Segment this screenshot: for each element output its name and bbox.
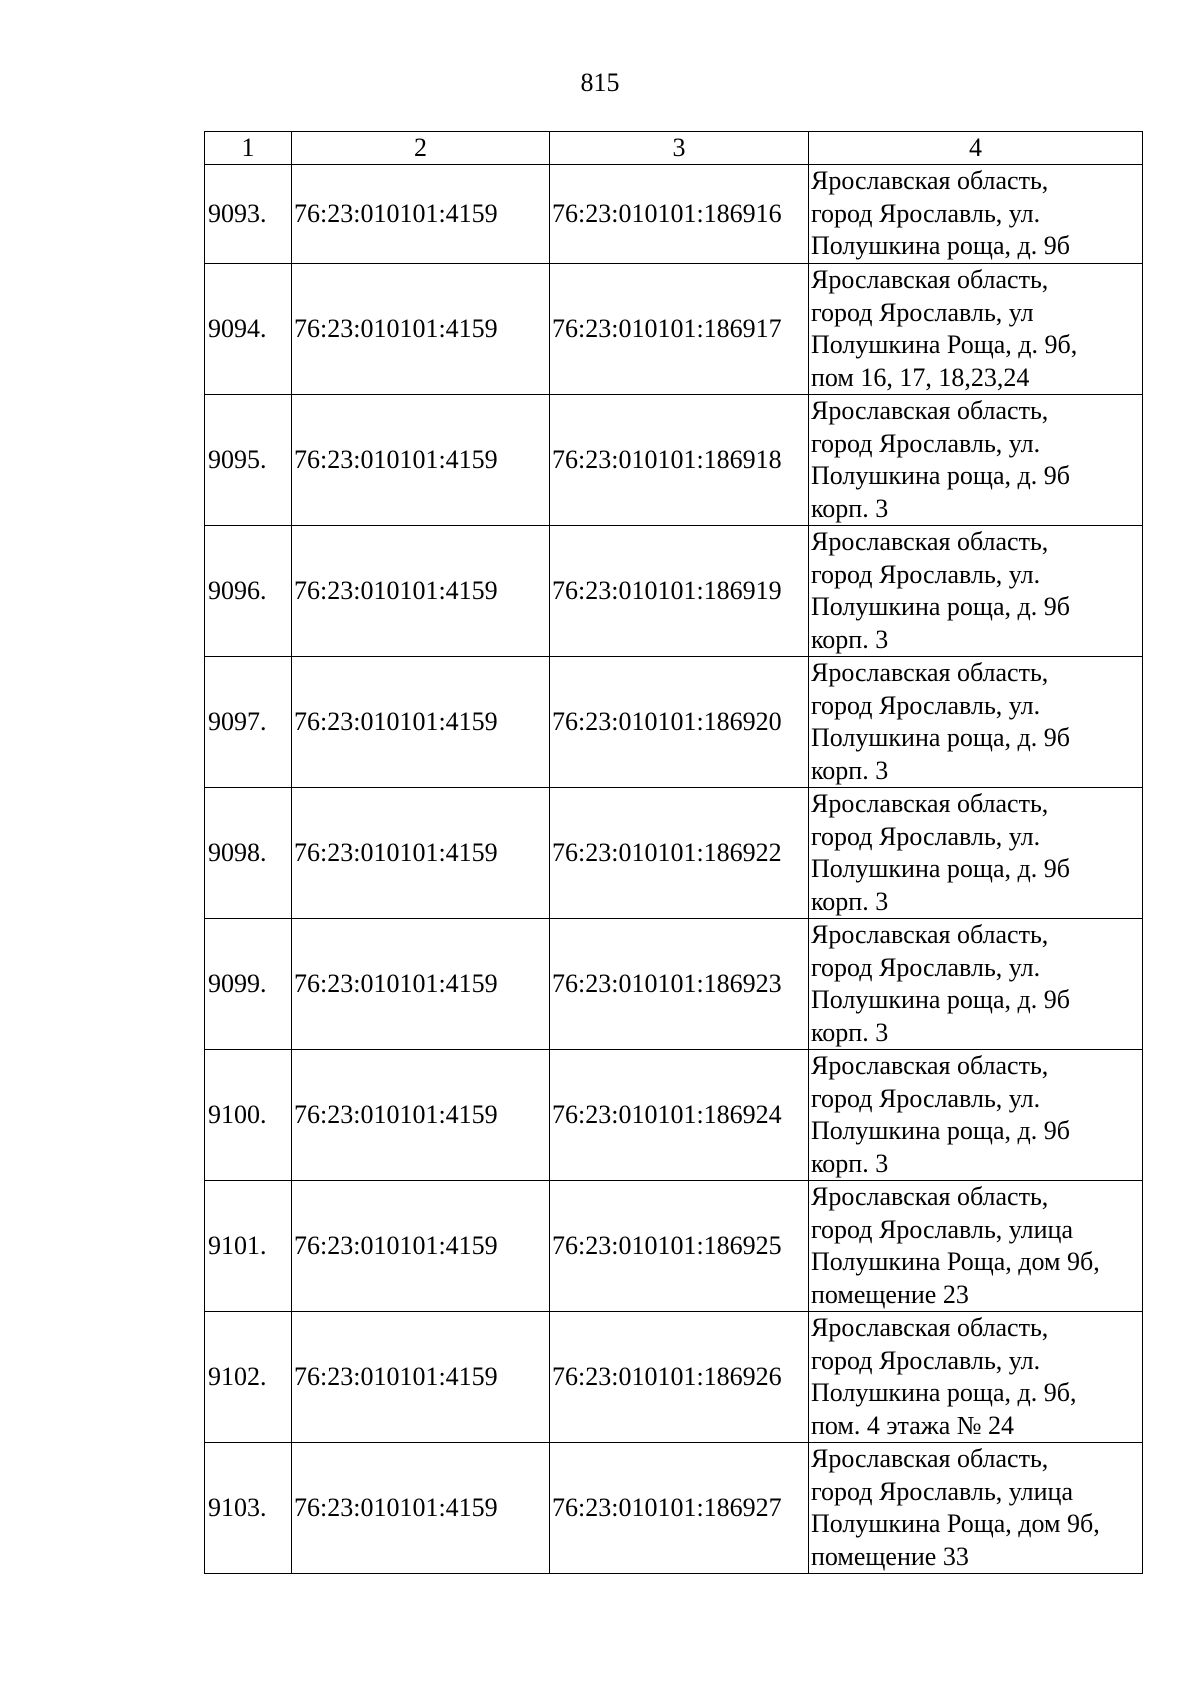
address-line: Ярославская область, bbox=[811, 527, 1049, 556]
address-line: Ярославская область, bbox=[811, 265, 1049, 294]
cell-number: 9100. bbox=[205, 1050, 292, 1181]
address-line: помещение 33 bbox=[811, 1541, 969, 1571]
cell-object-cadastral-number: 76:23:010101:186920 bbox=[550, 657, 809, 788]
cell-address bbox=[809, 657, 1143, 788]
cell-land-cadastral-number: 76:23:010101:4159 bbox=[292, 1312, 550, 1443]
address-line: город Ярославль, ул. bbox=[811, 821, 1041, 851]
address-line: Полушкина роща, д. 9б bbox=[811, 592, 1070, 621]
table-row bbox=[205, 788, 1143, 919]
table-row bbox=[205, 1181, 1143, 1312]
cell-number: 9098. bbox=[205, 788, 292, 919]
cell-number: 9095. bbox=[205, 395, 292, 526]
address-line: Полушкина Роща, дом 9б, bbox=[811, 1247, 1100, 1276]
cell-object-cadastral-number: 76:23:010101:186924 bbox=[550, 1050, 809, 1181]
cell-land-cadastral-number: 76:23:010101:4159 bbox=[292, 395, 550, 526]
address-line: Полушкина роща, д. 9б bbox=[811, 854, 1070, 883]
address-line: корп. 3 bbox=[811, 755, 889, 785]
address-line: Полушкина роща, д. 9б bbox=[811, 723, 1070, 752]
cell-address bbox=[809, 919, 1143, 1050]
table-row bbox=[205, 526, 1143, 657]
cell-address bbox=[809, 165, 1143, 264]
cell-number: 9101. bbox=[205, 1181, 292, 1312]
cell-object-cadastral-number: 76:23:010101:186916 bbox=[550, 165, 809, 264]
address-line: пом 16, 17, 18,23,24 bbox=[811, 362, 1030, 392]
address-line: Ярославская область, bbox=[811, 1444, 1049, 1473]
address-line: город Ярославль, ул bbox=[811, 297, 1034, 327]
address-line: город Ярославль, ул. bbox=[811, 1345, 1041, 1375]
address-line: Ярославская область, bbox=[811, 1051, 1049, 1080]
cell-number: 9103. bbox=[205, 1443, 292, 1574]
address-line: город Ярославль, ул. bbox=[811, 428, 1041, 458]
table-header-row bbox=[205, 132, 1143, 165]
address-line: Ярославская область, bbox=[811, 166, 1049, 196]
address-line: пом. 4 этажа № 24 bbox=[811, 1410, 1015, 1440]
address-line: Ярославская область, bbox=[811, 920, 1049, 949]
address-line: Полушкина роща, д. 9б bbox=[811, 1116, 1070, 1145]
address-line: город Ярославль, ул. bbox=[811, 198, 1041, 228]
cell-land-cadastral-number: 76:23:010101:4159 bbox=[292, 657, 550, 788]
address-line: Полушкина Роща, д. 9б, bbox=[811, 330, 1078, 359]
table-row bbox=[205, 395, 1143, 526]
table-row bbox=[205, 919, 1143, 1050]
address-line: город Ярославль, ул. bbox=[811, 1083, 1041, 1113]
cell-land-cadastral-number: 76:23:010101:4159 bbox=[292, 165, 550, 264]
cell-number: 9097. bbox=[205, 657, 292, 788]
cell-object-cadastral-number: 76:23:010101:186922 bbox=[550, 788, 809, 919]
address-line: Ярославская область, bbox=[811, 1182, 1049, 1211]
address-line: Ярославская область, bbox=[811, 658, 1049, 687]
cell-number: 9096. bbox=[205, 526, 292, 657]
cell-address bbox=[809, 264, 1143, 395]
cell-object-cadastral-number: 76:23:010101:186917 bbox=[550, 264, 809, 395]
address-line: город Ярославль, ул. bbox=[811, 952, 1041, 982]
cell-object-cadastral-number: 76:23:010101:186927 bbox=[550, 1443, 809, 1574]
cell-object-cadastral-number: 76:23:010101:186919 bbox=[550, 526, 809, 657]
address-line: Полушкина роща, д. 9б bbox=[811, 461, 1070, 490]
cell-object-cadastral-number: 76:23:010101:186925 bbox=[550, 1181, 809, 1312]
address-line: помещение 23 bbox=[811, 1279, 969, 1309]
address-line: Полушкина роща, д. 9б bbox=[811, 985, 1070, 1014]
cell-land-cadastral-number: 76:23:010101:4159 bbox=[292, 264, 550, 395]
address-line: Ярославская область, bbox=[811, 1313, 1049, 1342]
cell-address bbox=[809, 1050, 1143, 1181]
table-row bbox=[205, 165, 1143, 264]
address-line: корп. 3 bbox=[811, 1148, 889, 1178]
page-number: 815 bbox=[580, 68, 620, 97]
address-line: корп. 3 bbox=[811, 886, 889, 916]
address-line: Ярославская область, bbox=[811, 789, 1049, 818]
address-line: город Ярославль, ул. bbox=[811, 690, 1041, 720]
cell-number: 9099. bbox=[205, 919, 292, 1050]
address-line: корп. 3 bbox=[811, 624, 889, 654]
address-line: корп. 3 bbox=[811, 493, 889, 523]
address-line: Полушкина Роща, дом 9б, bbox=[811, 1509, 1100, 1538]
cell-address bbox=[809, 1443, 1143, 1574]
cell-land-cadastral-number: 76:23:010101:4159 bbox=[292, 1443, 550, 1574]
cell-object-cadastral-number: 76:23:010101:186923 bbox=[550, 919, 809, 1050]
cell-address bbox=[809, 395, 1143, 526]
cell-land-cadastral-number: 76:23:010101:4159 bbox=[292, 1181, 550, 1312]
column-header-1: 1 bbox=[205, 132, 292, 165]
cell-address bbox=[809, 526, 1143, 657]
address-line: корп. 3 bbox=[811, 1017, 889, 1047]
table-row bbox=[205, 1443, 1143, 1574]
cell-object-cadastral-number: 76:23:010101:186926 bbox=[550, 1312, 809, 1443]
column-header-2: 2 bbox=[292, 132, 550, 165]
registry-table bbox=[204, 131, 1143, 1574]
table-row bbox=[205, 1312, 1143, 1443]
address-line: город Ярославль, улица bbox=[811, 1214, 1074, 1244]
cell-land-cadastral-number: 76:23:010101:4159 bbox=[292, 526, 550, 657]
table-row bbox=[205, 1050, 1143, 1181]
address-line: город Ярославль, ул. bbox=[811, 559, 1041, 589]
address-line: Полушкина роща, д. 9б bbox=[811, 231, 1070, 261]
cell-land-cadastral-number: 76:23:010101:4159 bbox=[292, 788, 550, 919]
cell-land-cadastral-number: 76:23:010101:4159 bbox=[292, 1050, 550, 1181]
cell-address bbox=[809, 1181, 1143, 1312]
cell-number: 9102. bbox=[205, 1312, 292, 1443]
address-line: Ярославская область, bbox=[811, 396, 1049, 425]
column-header-4: 4 bbox=[809, 132, 1143, 165]
cell-address bbox=[809, 1312, 1143, 1443]
table-row bbox=[205, 264, 1143, 395]
cell-land-cadastral-number: 76:23:010101:4159 bbox=[292, 919, 550, 1050]
table-row bbox=[205, 657, 1143, 788]
address-line: город Ярославль, улица bbox=[811, 1476, 1074, 1506]
cell-number: 9093. bbox=[205, 165, 292, 264]
cell-number: 9094. bbox=[205, 264, 292, 395]
address-line: Полушкина роща, д. 9б, bbox=[811, 1378, 1077, 1407]
column-header-3: 3 bbox=[550, 132, 809, 165]
cell-object-cadastral-number: 76:23:010101:186918 bbox=[550, 395, 809, 526]
cell-address bbox=[809, 788, 1143, 919]
table-body bbox=[205, 165, 1143, 1574]
